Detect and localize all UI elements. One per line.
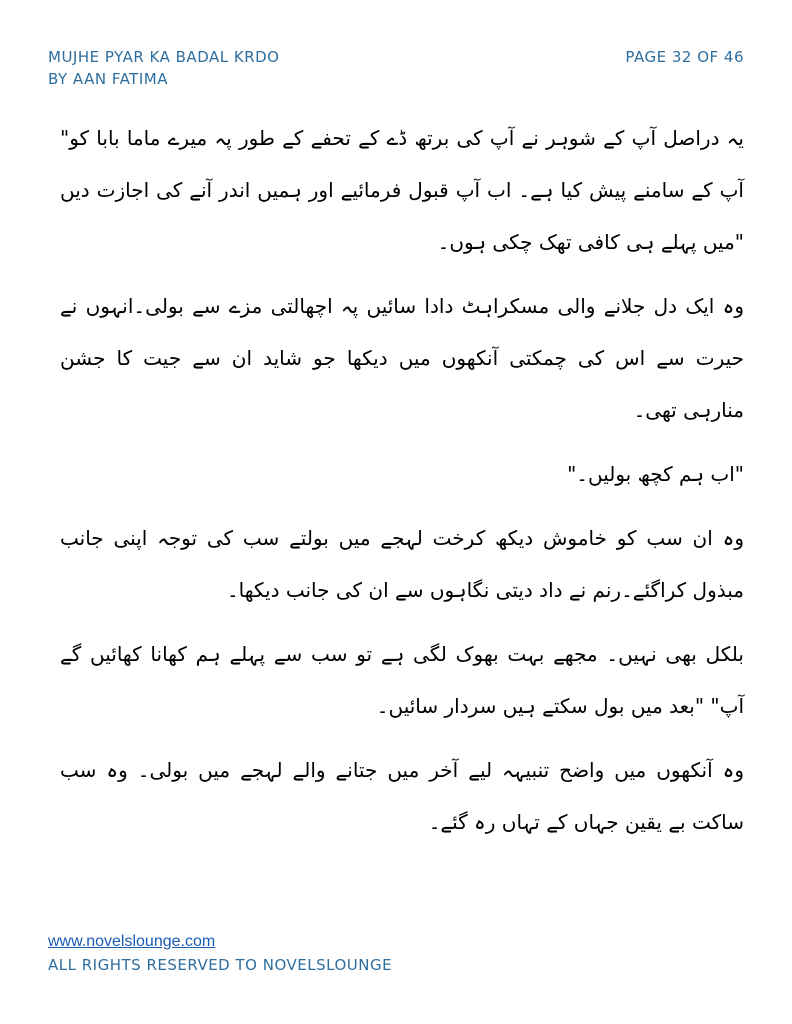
rights-notice: ALL RIGHTS RESERVED TO NOVELSLOUNGE xyxy=(48,956,393,974)
website-link[interactable]: www.novelslounge.com xyxy=(48,933,216,950)
paragraph-4: وہ ان سب کو خاموش دیکھ کرخت لہجے میں بولتے سب کی توجہ اپنی جانب مبذول کراگئے۔رنم نے داد دیتی نگاہوں سے ان کی جانب دیکھا۔ xyxy=(60,526,744,602)
page-indicator: PAGE 32 OF 46 xyxy=(625,48,744,66)
paragraph-6: وہ آنکھوں میں واضح تنبیہہ لیے آخر میں جتانے والے لہجے میں بولی۔ وہ سب ساکت بے یقین جہاں کے تہاں رہ گئے۔ xyxy=(60,758,744,834)
paragraph-1: یہ دراصل آپ کے شوہر نے آپ کی برتھ ڈے کے تحفے کے طور پہ میرے ماما بابا کو" آپ کے سامنے پیش کیا ہے۔ اب آپ قبول فرمائیے اور ہمیں اندر آنے کی اجازت دیں "میں پہلے ہی کافی تھک چکی ہوں۔ xyxy=(60,126,744,254)
paragraph-2: وہ ایک دل جلانے والی مسکراہٹ دادا سائیں پہ اچھالتی مزے سے بولی۔انہوں نے حیرت سے اس کی چمکتی آنکھوں میں دیکھا جو شاید ان سے جیت کا جشن منارہی تھی۔ xyxy=(60,294,744,422)
paragraph-3: "اب ہم کچھ بولیں۔" xyxy=(567,462,744,486)
header-title-block xyxy=(48,46,279,90)
paragraph-5: بلکل بھی نہیں۔ مجھے بہت بھوک لگی ہے تو سب سے پہلے ہم کھانا کھائیں گے آپ" "بعد میں بول سکتے ہیں سردار سائیں۔ xyxy=(60,642,744,718)
document-author: BY AAN FATIMA xyxy=(48,70,168,88)
document-title: MUJHE PYAR KA BADAL KRDO xyxy=(48,48,280,66)
page-footer xyxy=(48,932,392,976)
story-body xyxy=(60,112,744,860)
